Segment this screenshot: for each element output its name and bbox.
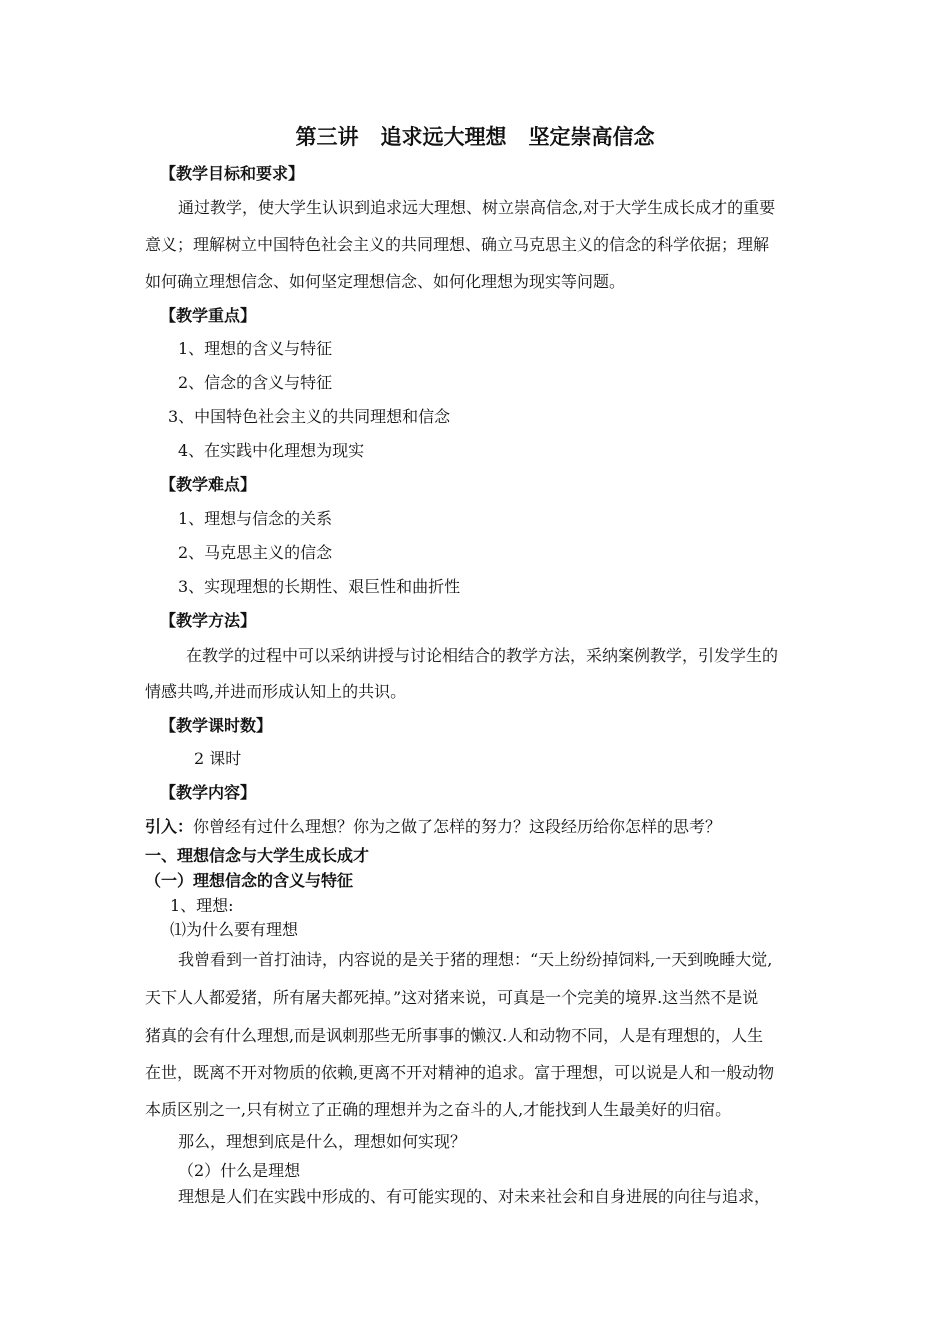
objectives-line: 如何确立理想信念、如何坚定理想信念、如何化理想为现实等问题。 bbox=[145, 272, 626, 291]
body-line: 理想是人们在实践中形成的、有可能实现的、对未来社会和自身进展的向往与追求， bbox=[178, 1187, 771, 1206]
heading-level-3: 1、理想: bbox=[170, 896, 234, 915]
body-line: 在世，既离不开对物质的依赖,更离不开对精神的追求。富于理想，可以说是人和一般动物 bbox=[145, 1063, 775, 1082]
difficulty-item: 2、马克思主义的信念 bbox=[178, 543, 333, 562]
difficulty-item: 1、理想与信念的关系 bbox=[178, 509, 333, 528]
page-title bbox=[0, 123, 950, 151]
section-heading-key-points: 【教学重点】 bbox=[160, 306, 257, 325]
title-part-3: 坚定崇高信念 bbox=[528, 124, 655, 149]
title-part-2: 追求远大理想 bbox=[380, 124, 507, 149]
section-heading-hours: 【教学课时数】 bbox=[160, 716, 273, 735]
heading-level-4: （2）什么是理想 bbox=[178, 1161, 301, 1180]
objectives-line: 通过教学，使大学生认识到追求远大理想、树立崇高信念,对于大学生成长成才的重要 bbox=[178, 198, 776, 217]
heading-level-4: ⑴为什么要有理想 bbox=[170, 920, 299, 939]
hours-value: 2 课时 bbox=[194, 749, 242, 768]
body-line: 天下人人都爱猪，所有屠夫都死掉。”这对猪来说，可真是一个完美的境界.这当然不是说 bbox=[145, 988, 759, 1007]
section-heading-methods: 【教学方法】 bbox=[160, 611, 257, 630]
intro-text: 你曾经有过什么理想？你为之做了怎样的努力？这段经历给你怎样的思考？ bbox=[193, 817, 722, 836]
difficulty-item: 3、实现理想的长期性、艰巨性和曲折性 bbox=[178, 577, 461, 596]
body-line: 我曾看到一首打油诗，内容说的是关于猪的理想：“天上纷纷掉饲料,一天到晚睡大觉, bbox=[178, 950, 773, 969]
objectives-line: 意义；理解树立中国特色社会主义的共同理想、确立马克思主义的信念的科学依据；理解 bbox=[145, 235, 770, 254]
title-part-1: 第三讲 bbox=[295, 124, 359, 149]
key-point-item: 4、在实践中化理想为现实 bbox=[178, 441, 365, 460]
body-line: 猪真的会有什么理想,而是讽刺那些无所事事的懒汉.人和动物不同，人是有理想的，人生 bbox=[145, 1026, 764, 1045]
key-point-item: 3、中国特色社会主义的共同理想和信念 bbox=[168, 407, 451, 426]
intro-line bbox=[145, 817, 721, 837]
body-line: 本质区别之一,只有树立了正确的理想并为之奋斗的人,才能找到人生最美好的归宿。 bbox=[145, 1100, 732, 1119]
heading-level-2: （一）理想信念的含义与特征 bbox=[145, 871, 354, 890]
section-heading-content: 【教学内容】 bbox=[160, 783, 257, 802]
key-point-item: 1、理想的含义与特征 bbox=[178, 339, 333, 358]
section-heading-objectives: 【教学目标和要求】 bbox=[160, 164, 305, 183]
intro-label: 引入： bbox=[145, 817, 194, 836]
section-heading-difficulties: 【教学难点】 bbox=[160, 475, 257, 494]
methods-line: 在教学的过程中可以采纳讲授与讨论相结合的教学方法，采纳案例教学，引发学生的 bbox=[186, 646, 779, 665]
question-line: 那么，理想到底是什么，理想如何实现？ bbox=[178, 1132, 467, 1151]
methods-line: 情感共鸣,并进而形成认知上的共识。 bbox=[145, 682, 407, 701]
heading-level-1: 一、理想信念与大学生成长成才 bbox=[145, 846, 370, 865]
key-point-item: 2、信念的含义与特征 bbox=[178, 373, 333, 392]
